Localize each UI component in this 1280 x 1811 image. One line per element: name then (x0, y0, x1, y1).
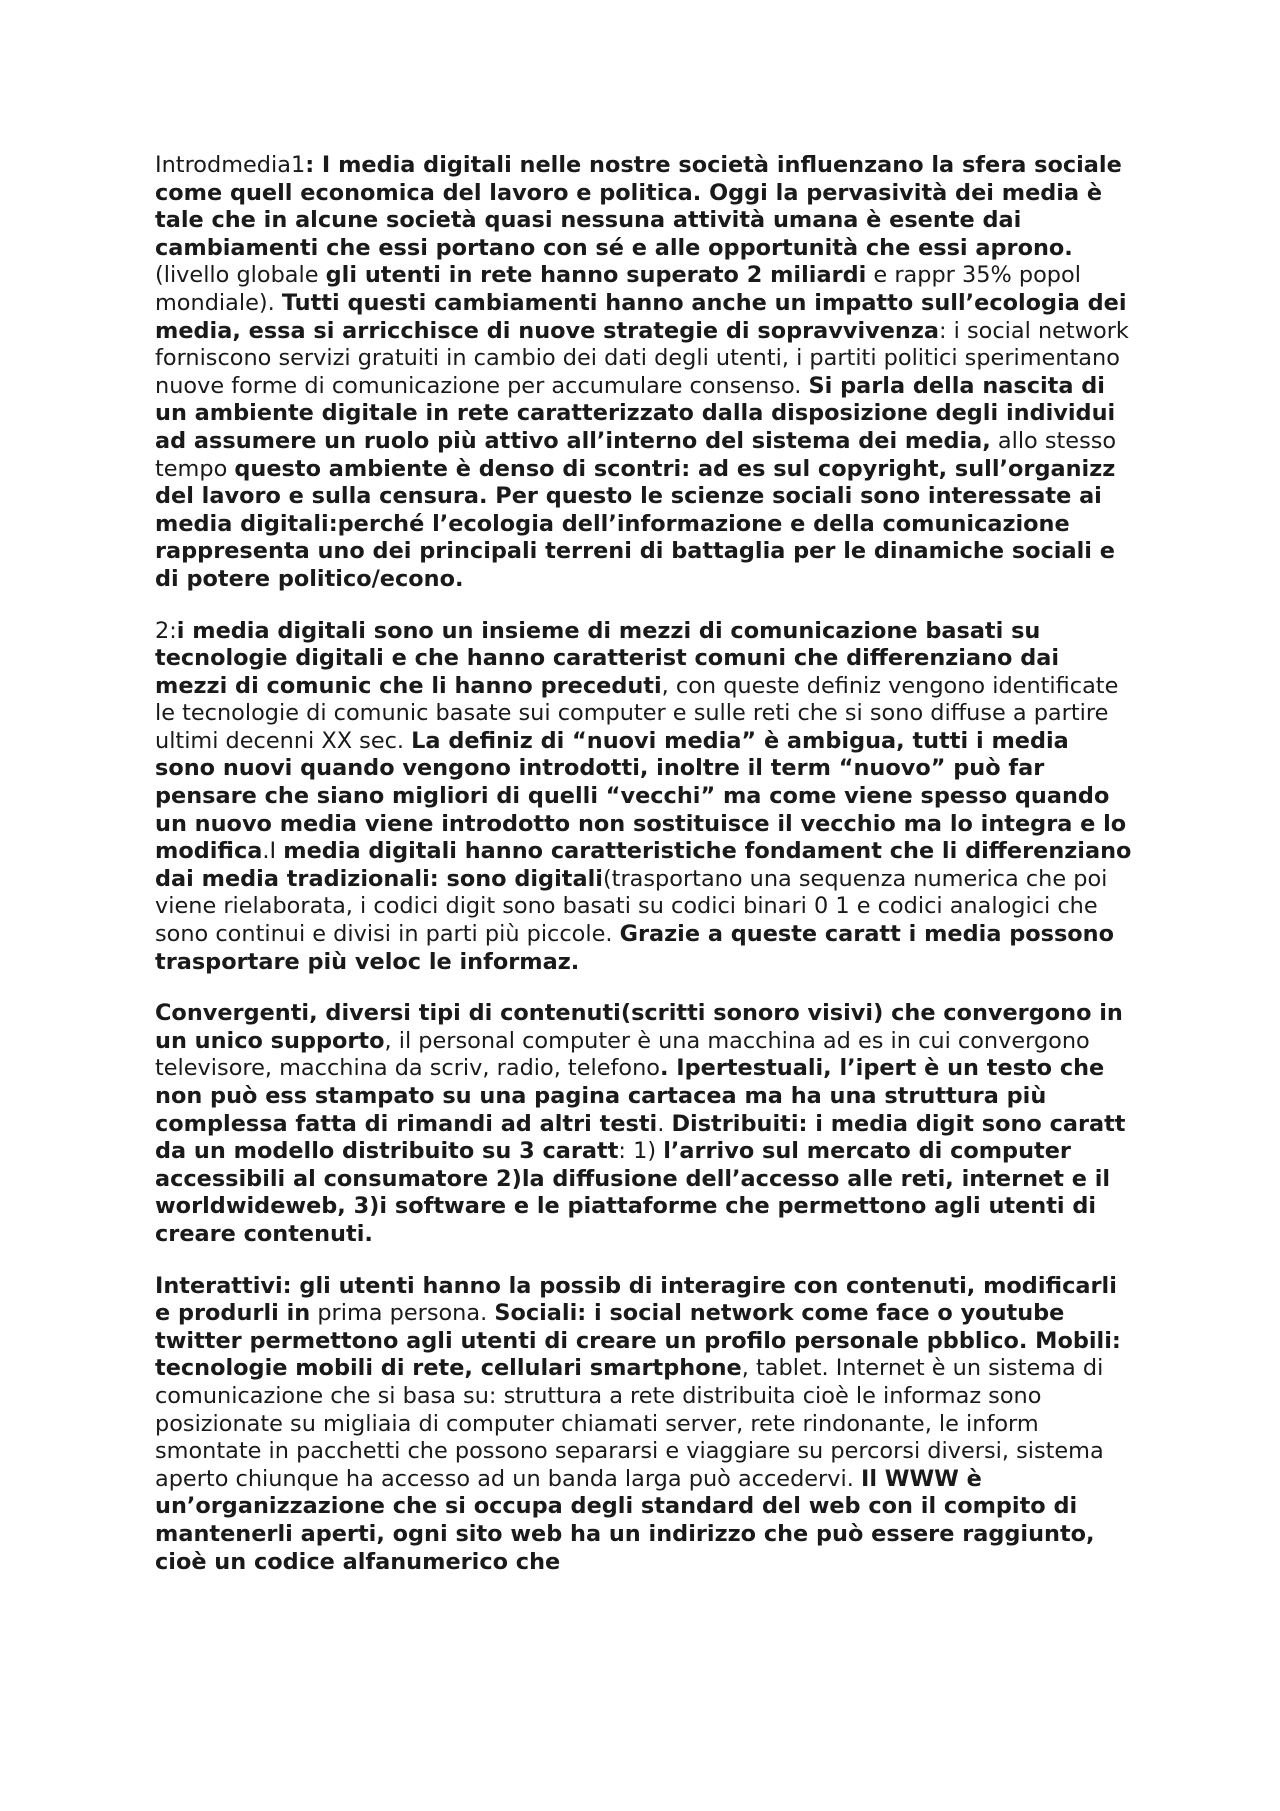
text-segment: Tutti questi cambiamenti hanno anche un impatto sull’ecologia dei media, essa si arricchisce di nuove strategie di sopravvivenza (155, 289, 1127, 344)
text-segment: Introdmedia1 (155, 152, 306, 178)
text-segment: La definiz di “nuovi media” è ambigua, tutti i media sono nuovi quando vengono introdotti, inoltre il term “nuovo” può far pensare che siano migliori di quelli “vecchi” ma come viene spesso quando un nuovo media viene introdotto non sostituisce il vecchio ma lo integra e lo modifica (155, 727, 1127, 865)
text-segment: Distribuiti: i media digit sono caratt da un modello distribuito su 3 caratt (155, 1110, 1126, 1165)
text-segment: (trasportano una sequenza numerica che poi viene rielaborata, i codici digit sono basati su codici binari 0 1 e codici analogici che sono continui e divisi in parti più piccole. (155, 865, 1108, 948)
text-segment: . Ipertestuali, l’ipert è un testo che non può ess stampato su una pagina cartacea ma ha una struttura più complessa fatta di rimandi ad altri testi (155, 1055, 1105, 1137)
text-segment: (livello globale (155, 262, 326, 289)
text-segment: i media digitali sono un insieme di mezzi di comunicazione basati su tecnologie digitali e che hanno caratterist comuni che differenziano dai mezzi di comunic che li hanno preceduti (155, 617, 1060, 699)
text-segment: questo ambiente è denso di scontri: ad es sul copyright, sull’organizz del lavoro e sulla censura. Per questo le scienze sociali sono interessate ai media digitali:perché l’ecologia dell’informazione e della comunicazione rappresenta uno dei principali terreni di battaglia per le dinamiche sociali e di potere politico/econo. (155, 455, 1116, 592)
text-segment: prima persona. (310, 1300, 495, 1327)
text-segment: l’arrivo sul mercato di computer accessibili al consumatore 2)la diffusione dell’accesso alle reti, internet e il worldwideweb, 3)i software e le piattaforme che permettono agli utenti di creare contenuti. (155, 1138, 1111, 1247)
text-segment: , tablet. Internet è un sistema di comunicazione che si basa su: struttura a rete distribuita cioè le informaz sono posizionate su migliaia di computer chiamati server, rete rindonante, le inform smontate in pacchetti che possono separarsi e viaggiare su percorsi diversi, sistema aperto chiunque ha accesso ad un banda larga può accedervi. (155, 1355, 1104, 1492)
text-segment: allo stesso tempo (155, 427, 1117, 482)
text-segment: : i social network forniscono servizi gratuiti in cambio dei dati degli utenti, i partiti politici sperimentano nuove forme di comunicazione per accumulare consenso. (155, 317, 1129, 399)
text-segment: gli utenti in rete hanno superato 2 miliardi (325, 262, 867, 289)
text-segment: . (657, 1110, 672, 1137)
text-segment: .I (262, 838, 284, 865)
text-segment: Grazie a queste caratt i media possono trasportare più veloc le informaz. (155, 921, 1114, 975)
text-segment: Sociali: i social network come face o youtube twitter permettono agli utenti di creare un profilo personale pbblico. Mobili: tecnologie mobili di rete, cellulari smartphone (155, 1300, 1121, 1382)
paragraph-4 (155, 1273, 1135, 1577)
text-segment: Il WWW è un’organizzazione che si occupa degli standard del web con il compito di mantenerli aperti, ogni sito web ha un indirizzo che può essere raggiunto, cioè un codice alfanumerico che (155, 1465, 1095, 1575)
paragraph-3 (155, 1000, 1135, 1248)
text-segment: e rappr 35% popol mondiale). (155, 262, 1081, 316)
text-segment: : 1) (618, 1138, 664, 1165)
text-segment: media digitali hanno caratteristiche fondament che li differenziano dai media tradizionali: sono digitali (155, 838, 1132, 892)
text-segment: 2: (155, 617, 177, 644)
paragraph-2 (155, 618, 1135, 977)
text-segment: Interattivi: gli utenti hanno la possib di interagire con contenuti, modificarli e produrli in (155, 1272, 1117, 1327)
document-page (155, 152, 1135, 1600)
paragraph-1 (155, 152, 1135, 594)
text-segment: , con queste definiz vengono identificate le tecnologie di comunic basate sui computer e sulle reti che si sono diffuse a partire ultimi decenni XX sec. (155, 672, 1119, 754)
text-segment: : I media digitali nelle nostre società influenzano la sfera sociale come quell economica del lavoro e politica. Oggi la pervasività dei media è tale che in alcune società quasi nessuna attività umana è esente dai cambiamenti che essi portano con sé e alle opportunità che essi aprono. (155, 152, 1122, 261)
text-segment: Si parla della nascita di un ambiente digitale in rete caratterizzato dalla disposizione degli individui ad assumere un ruolo più attivo all’interno del sistema dei media, (155, 372, 1116, 454)
text-segment: Convergenti, diversi tipi di contenuti(scritti sonoro visivi) che convergono in un unico supporto (155, 1000, 1123, 1054)
text-segment: , il personal computer è una macchina ad es in cui convergono televisore, macchina da scriv, radio, telefono (155, 1027, 1090, 1082)
